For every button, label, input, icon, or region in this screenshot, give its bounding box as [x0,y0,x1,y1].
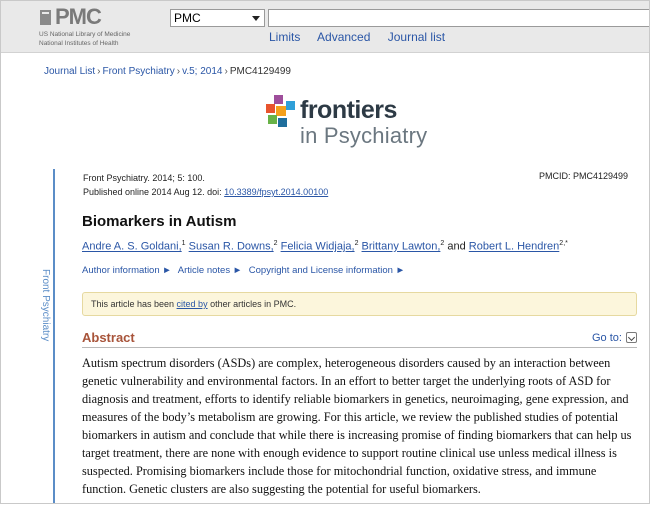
article-title: Biomarkers in Autism [82,213,237,230]
notice-suffix: other articles in PMC. [207,299,297,309]
author-affiliation[interactable]: 2,* [559,240,568,247]
authors-and: and [447,240,466,253]
cited-by-link[interactable]: cited by [176,299,208,309]
breadcrumb: Journal List › Front Psychiatry › v.5; 2014 › PMC4129499 [44,66,291,77]
breadcrumb-volume[interactable]: v.5; 2014 [182,66,223,77]
goto-link[interactable]: Go to: [592,332,622,344]
chevron-down-icon[interactable] [626,332,637,343]
breadcrumb-journal-list[interactable]: Journal List [44,66,96,77]
author-link[interactable]: Andre A. S. Goldani, [82,240,182,253]
author-link[interactable]: Brittany Lawton, [361,240,441,253]
copyright-toggle[interactable]: Copyright and License information ► [248,265,405,276]
journal-list-link[interactable]: Journal list [387,30,446,44]
author-affiliation[interactable]: 1 [181,240,186,247]
citation-published: Published online 2014 Aug 12. doi: [83,187,225,197]
frontiers-cubes-icon [264,94,298,134]
search-input[interactable] [268,9,650,27]
journal-logo-line1: frontiers [300,96,397,124]
citation-line1: Front Psychiatry. 2014; 5: 100. [83,173,205,183]
chevron-down-icon [252,16,260,21]
side-journal-label-text: Front Psychiatry [40,269,51,342]
database-select-value: PMC [174,11,201,25]
author-link[interactable]: Susan R. Downs, [188,240,274,253]
author-link[interactable]: Robert L. Hendren [468,240,560,253]
author-list [82,240,568,253]
abstract-heading: Abstract [82,330,135,345]
author-affiliation[interactable]: 2 [273,240,278,247]
book-icon [39,7,53,27]
logo-mark [39,4,169,30]
limits-link[interactable]: Limits [269,30,301,44]
breadcrumb-current: PMC4129499 [229,66,291,77]
pmcid: PMCID: PMC4129499 [539,171,629,181]
logo-subtitle-1: US National Library of Medicine [39,31,131,38]
journal-logo-line2: in Psychiatry [300,123,428,148]
article-notes-toggle[interactable]: Article notes ► [177,265,243,276]
notice-prefix: This article has been [91,299,177,309]
author-link[interactable]: Felicia Widjaja, [280,240,355,253]
author-affiliation[interactable]: 2 [354,240,359,247]
advanced-link[interactable]: Advanced [317,30,371,44]
logo-text: PMC [55,4,101,29]
abstract-divider [82,347,637,348]
breadcrumb-front-psychiatry[interactable]: Front Psychiatry [102,66,175,77]
header-nav [269,30,459,44]
abstract-text: Autism spectrum disorders (ASDs) are complex, heterogeneous disorders caused by an interaction between genetic vulnerability and environmental factors. In an effort to better target the underlying roots of ASD for diagnosis and treatment, efforts to identify reliable biomarkers in genetics, neuroimaging, gene expression, and measures of the body’s metabolism are growing. For this article, we review the published studies of potential biomarkers in autism and conclude that while there is increasing promise of finding biomarkers that can help us target treatment, there are none with enough evidence to support routine clinical use unless medical illness is suspected. Promising biomarkers include those for mitochondrial function, oxidative stress, and immune function. Genetic clusters are also suggesting the potential for useful biomarkers. [82,356,632,496]
author-affiliation[interactable]: 2 [440,240,445,247]
cited-by-notice [82,292,637,316]
logo-subtitle-2: National Institutes of Health [39,40,119,47]
database-select[interactable] [170,9,265,27]
doi-link[interactable]: 10.3389/fpsyt.2014.00100 [224,187,329,197]
side-journal-label[interactable] [37,269,53,349]
citation [83,171,328,199]
pmc-header [1,1,650,53]
side-rail [53,169,55,504]
pmc-logo[interactable] [39,4,169,48]
journal-logo[interactable] [264,94,434,154]
citation-line2 [83,185,328,199]
article-info-links [82,265,409,276]
author-information-toggle[interactable]: Author information ► [82,265,172,276]
